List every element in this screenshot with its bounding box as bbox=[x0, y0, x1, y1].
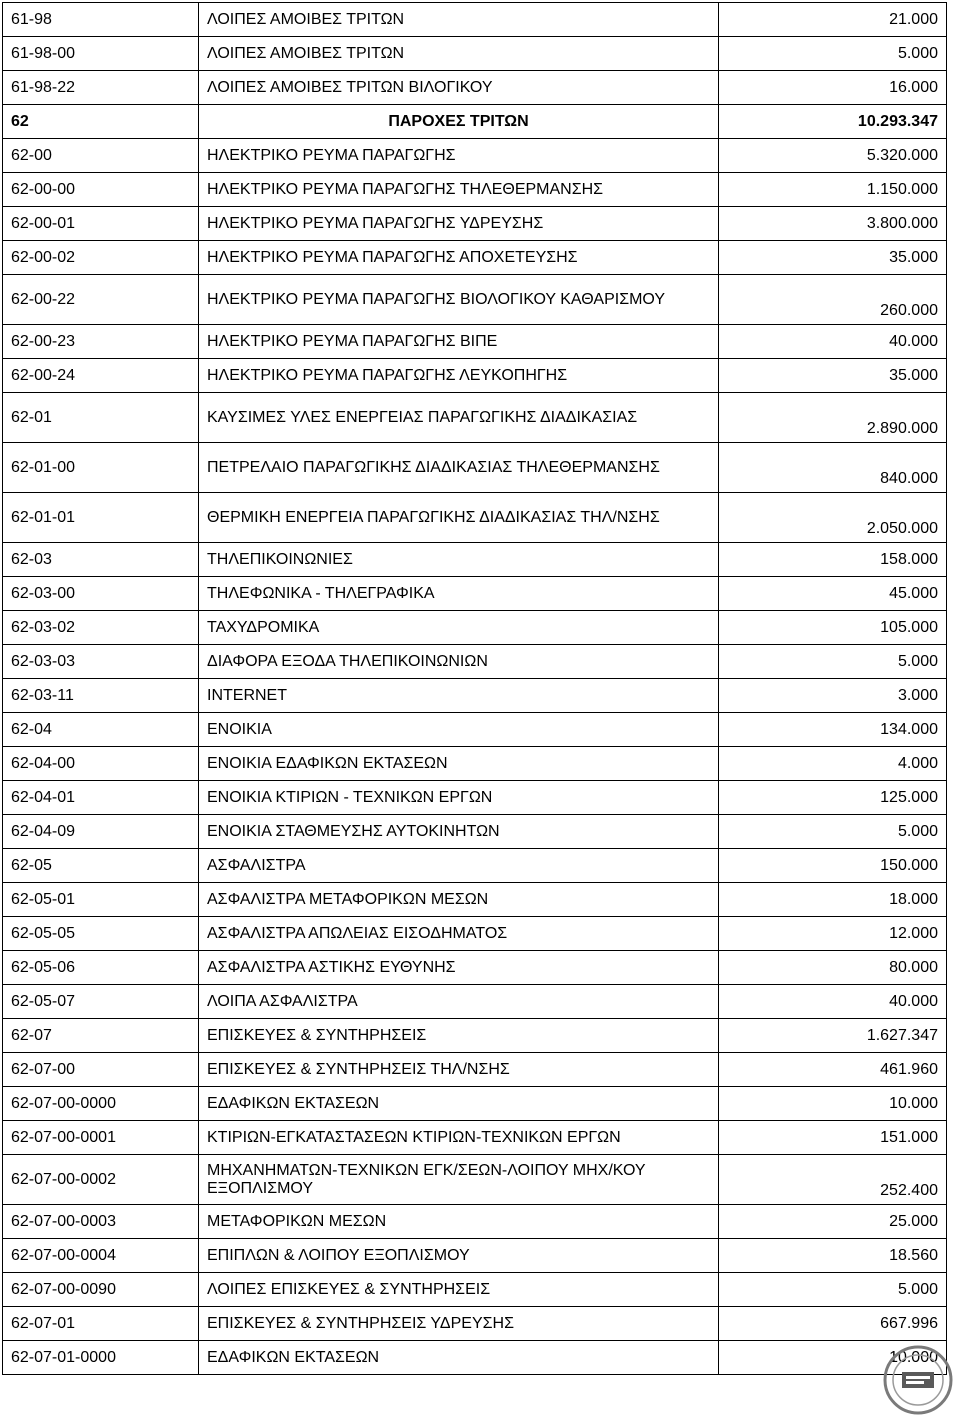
table-row bbox=[3, 883, 947, 917]
account-description: ΗΛΕΚΤΡΙΚΟ ΡΕΥΜΑ ΠΑΡΑΓΩΓΗΣ ΤΗΛΕΘΕΡΜΑΝΣΗΣ bbox=[199, 173, 719, 207]
table-row bbox=[3, 207, 947, 241]
table-row bbox=[3, 275, 947, 325]
account-description: ΠΕΤΡΕΛΑΙΟ ΠΑΡΑΓΩΓΙΚΗΣ ΔΙΑΔΙΚΑΣΙΑΣ ΤΗΛΕΘΕΡΜΑΝΣΗΣ bbox=[199, 443, 719, 493]
account-amount: 18.560 bbox=[719, 1239, 947, 1273]
account-code: 62-03-02 bbox=[3, 611, 199, 645]
account-amount: 12.000 bbox=[719, 917, 947, 951]
table-row bbox=[3, 1307, 947, 1341]
table-row bbox=[3, 173, 947, 207]
account-amount: 1.627.347 bbox=[719, 1019, 947, 1053]
account-amount: 40.000 bbox=[719, 985, 947, 1019]
account-description: ΑΣΦΑΛΙΣΤΡΑ ΑΣΤΙΚΗΣ ΕΥΘΥΝΗΣ bbox=[199, 951, 719, 985]
table-row bbox=[3, 37, 947, 71]
account-description: ΜΕΤΑΦΟΡΙΚΩΝ ΜΕΣΩΝ bbox=[199, 1205, 719, 1239]
account-description: ΤΗΛΕΠΙΚΟΙΝΩΝΙΕΣ bbox=[199, 543, 719, 577]
account-code: 62-07-00 bbox=[3, 1053, 199, 1087]
account-description: ΕΠΙΣΚΕΥΕΣ & ΣΥΝΤΗΡΗΣΕΙΣ ΥΔΡΕΥΣΗΣ bbox=[199, 1307, 719, 1341]
account-description: ΕΝΟΙΚΙΑ ΕΔΑΦΙΚΩΝ ΕΚΤΑΣΕΩΝ bbox=[199, 747, 719, 781]
account-description: ΗΛΕΚΤΡΙΚΟ ΡΕΥΜΑ ΠΑΡΑΓΩΓΗΣ ΑΠΟΧΕΤΕΥΣΗΣ bbox=[199, 241, 719, 275]
account-code: 61-98 bbox=[3, 3, 199, 37]
account-code: 62-00-24 bbox=[3, 359, 199, 393]
table-row bbox=[3, 543, 947, 577]
table-row bbox=[3, 611, 947, 645]
account-code: 62-04 bbox=[3, 713, 199, 747]
account-description: ΛΟΙΠΕΣ ΑΜΟΙΒΕΣ ΤΡΙΤΩΝ bbox=[199, 37, 719, 71]
account-description: ΕΠΙΣΚΕΥΕΣ & ΣΥΝΤΗΡΗΣΕΙΣ bbox=[199, 1019, 719, 1053]
budget-table-body bbox=[3, 3, 947, 1375]
table-row bbox=[3, 325, 947, 359]
account-code: 62-00-01 bbox=[3, 207, 199, 241]
table-row bbox=[3, 679, 947, 713]
account-description: ΑΣΦΑΛΙΣΤΡΑ bbox=[199, 849, 719, 883]
account-code: 62-07-00-0003 bbox=[3, 1205, 199, 1239]
table-row bbox=[3, 359, 947, 393]
watermark-seal-icon bbox=[880, 1342, 956, 1418]
account-description: ΛΟΙΠΕΣ ΕΠΙΣΚΕΥΕΣ & ΣΥΝΤΗΡΗΣΕΙΣ bbox=[199, 1273, 719, 1307]
account-amount: 4.000 bbox=[719, 747, 947, 781]
account-amount: 10.000 bbox=[719, 1341, 947, 1375]
table-row bbox=[3, 393, 947, 443]
table-row bbox=[3, 781, 947, 815]
account-description: ΗΛΕΚΤΡΙΚΟ ΡΕΥΜΑ ΠΑΡΑΓΩΓΗΣ ΛΕΥΚΟΠΗΓΗΣ bbox=[199, 359, 719, 393]
account-code: 62-00-00 bbox=[3, 173, 199, 207]
account-code: 62-04-01 bbox=[3, 781, 199, 815]
account-amount: 2.050.000 bbox=[719, 493, 947, 543]
account-code: 62-01-00 bbox=[3, 443, 199, 493]
table-row bbox=[3, 1155, 947, 1205]
account-code: 62 bbox=[3, 105, 199, 139]
account-description: ΔΙΑΦΟΡΑ ΕΞΟΔΑ ΤΗΛΕΠΙΚΟΙΝΩΝΙΩΝ bbox=[199, 645, 719, 679]
account-description: ΑΣΦΑΛΙΣΤΡΑ ΜΕΤΑΦΟΡΙΚΩΝ ΜΕΣΩΝ bbox=[199, 883, 719, 917]
table-row bbox=[3, 71, 947, 105]
table-row bbox=[3, 443, 947, 493]
account-description: ΕΔΑΦΙΚΩΝ ΕΚΤΑΣΕΩΝ bbox=[199, 1341, 719, 1375]
account-description: ΗΛΕΚΤΡΙΚΟ ΡΕΥΜΑ ΠΑΡΑΓΩΓΗΣ ΥΔΡΕΥΣΗΣ bbox=[199, 207, 719, 241]
account-amount: 5.320.000 bbox=[719, 139, 947, 173]
table-row bbox=[3, 105, 947, 139]
account-amount: 10.000 bbox=[719, 1087, 947, 1121]
account-code: 62-07-01-0000 bbox=[3, 1341, 199, 1375]
table-row bbox=[3, 577, 947, 611]
account-amount: 461.960 bbox=[719, 1053, 947, 1087]
account-amount: 40.000 bbox=[719, 325, 947, 359]
table-row bbox=[3, 1087, 947, 1121]
table-row bbox=[3, 815, 947, 849]
table-row bbox=[3, 951, 947, 985]
account-amount: 21.000 bbox=[719, 3, 947, 37]
account-description: ΑΣΦΑΛΙΣΤΡΑ ΑΠΩΛΕΙΑΣ ΕΙΣΟΔΗΜΑΤΟΣ bbox=[199, 917, 719, 951]
account-amount: 2.890.000 bbox=[719, 393, 947, 443]
account-description: ΚΑΥΣΙΜΕΣ ΥΛΕΣ ΕΝΕΡΓΕΙΑΣ ΠΑΡΑΓΩΓΙΚΗΣ ΔΙΑΔΙΚΑΣΙΑΣ bbox=[199, 393, 719, 443]
account-amount: 105.000 bbox=[719, 611, 947, 645]
account-description: ΗΛΕΚΤΡΙΚΟ ΡΕΥΜΑ ΠΑΡΑΓΩΓΗΣ ΒΙΠΕ bbox=[199, 325, 719, 359]
table-row bbox=[3, 645, 947, 679]
account-code: 62-07-00-0002 bbox=[3, 1155, 199, 1205]
account-code: 62-05-06 bbox=[3, 951, 199, 985]
account-description: ΠΑΡΟΧΕΣ ΤΡΙΤΩΝ bbox=[199, 105, 719, 139]
account-code: 62-03-00 bbox=[3, 577, 199, 611]
account-amount: 3.000 bbox=[719, 679, 947, 713]
account-code: 62-00-23 bbox=[3, 325, 199, 359]
account-description: ΘΕΡΜΙΚΗ ΕΝΕΡΓΕΙΑ ΠΑΡΑΓΩΓΙΚΗΣ ΔΙΑΔΙΚΑΣΙΑΣ ΤΗΛ/ΝΣΗΣ bbox=[199, 493, 719, 543]
table-row bbox=[3, 241, 947, 275]
account-description: ΤΑΧΥΔΡΟΜΙΚΑ bbox=[199, 611, 719, 645]
account-amount: 18.000 bbox=[719, 883, 947, 917]
table-row bbox=[3, 985, 947, 1019]
account-code: 62-05-05 bbox=[3, 917, 199, 951]
account-amount: 3.800.000 bbox=[719, 207, 947, 241]
table-row bbox=[3, 1053, 947, 1087]
account-amount: 10.293.347 bbox=[719, 105, 947, 139]
account-description: ΗΛΕΚΤΡΙΚΟ ΡΕΥΜΑ ΠΑΡΑΓΩΓΗΣ bbox=[199, 139, 719, 173]
account-amount: 151.000 bbox=[719, 1121, 947, 1155]
account-description: ΜΗΧΑΝΗΜΑΤΩΝ-ΤΕΧΝΙΚΩΝ ΕΓΚ/ΣΕΩΝ-ΛΟΙΠΟΥ ΜΗΧ/ΚΟΥ ΕΞΟΠΛΙΣΜΟΥ bbox=[199, 1155, 719, 1205]
account-amount: 260.000 bbox=[719, 275, 947, 325]
table-row bbox=[3, 747, 947, 781]
account-description: ΗΛΕΚΤΡΙΚΟ ΡΕΥΜΑ ΠΑΡΑΓΩΓΗΣ ΒΙΟΛΟΓΙΚΟΥ ΚΑΘΑΡΙΣΜΟΥ bbox=[199, 275, 719, 325]
account-code: 62-00-22 bbox=[3, 275, 199, 325]
account-description: ΤΗΛΕΦΩΝΙΚΑ - ΤΗΛΕΓΡΑΦΙΚΑ bbox=[199, 577, 719, 611]
account-code: 62-07-00-0004 bbox=[3, 1239, 199, 1273]
table-row bbox=[3, 713, 947, 747]
table-row bbox=[3, 917, 947, 951]
account-amount: 5.000 bbox=[719, 645, 947, 679]
account-description: ΕΔΑΦΙΚΩΝ ΕΚΤΑΣΕΩΝ bbox=[199, 1087, 719, 1121]
account-code: 62-04-09 bbox=[3, 815, 199, 849]
account-description: ΕΠΙΠΛΩΝ & ΛΟΙΠΟΥ ΕΞΟΠΛΙΣΜΟΥ bbox=[199, 1239, 719, 1273]
account-amount: 1.150.000 bbox=[719, 173, 947, 207]
account-amount: 35.000 bbox=[719, 359, 947, 393]
table-row bbox=[3, 849, 947, 883]
table-row bbox=[3, 1341, 947, 1375]
account-code: 62-05 bbox=[3, 849, 199, 883]
account-amount: 134.000 bbox=[719, 713, 947, 747]
account-code: 62-03 bbox=[3, 543, 199, 577]
account-amount: 840.000 bbox=[719, 443, 947, 493]
account-code: 62-05-01 bbox=[3, 883, 199, 917]
budget-table bbox=[2, 2, 947, 1375]
account-amount: 35.000 bbox=[719, 241, 947, 275]
account-code: 62-07-01 bbox=[3, 1307, 199, 1341]
table-row bbox=[3, 1273, 947, 1307]
account-code: 62-07-00-0000 bbox=[3, 1087, 199, 1121]
account-description: ΛΟΙΠΑ ΑΣΦΑΛΙΣΤΡΑ bbox=[199, 985, 719, 1019]
account-code: 62-07-00-0001 bbox=[3, 1121, 199, 1155]
account-amount: 667.996 bbox=[719, 1307, 947, 1341]
table-row bbox=[3, 1019, 947, 1053]
account-amount: 5.000 bbox=[719, 1273, 947, 1307]
account-code: 62-07-00-0090 bbox=[3, 1273, 199, 1307]
account-code: 62-00-02 bbox=[3, 241, 199, 275]
account-code: 62-07 bbox=[3, 1019, 199, 1053]
account-description: ΕΝΟΙΚΙΑ ΣΤΑΘΜΕΥΣΗΣ ΑΥΤΟΚΙΝΗΤΩΝ bbox=[199, 815, 719, 849]
account-amount: 25.000 bbox=[719, 1205, 947, 1239]
table-row bbox=[3, 1239, 947, 1273]
account-code: 62-03-03 bbox=[3, 645, 199, 679]
account-amount: 158.000 bbox=[719, 543, 947, 577]
table-row bbox=[3, 1205, 947, 1239]
document-page bbox=[2, 2, 946, 1375]
account-code: 62-04-00 bbox=[3, 747, 199, 781]
account-description: ΚΤΙΡΙΩΝ-ΕΓΚΑΤΑΣΤΑΣΕΩΝ ΚΤΙΡΙΩΝ-ΤΕΧΝΙΚΩΝ ΕΡΓΩΝ bbox=[199, 1121, 719, 1155]
account-description: ΛΟΙΠΕΣ ΑΜΟΙΒΕΣ ΤΡΙΤΩΝ ΒΙΛΟΓΙΚΟΥ bbox=[199, 71, 719, 105]
account-amount: 16.000 bbox=[719, 71, 947, 105]
account-description: ΕΠΙΣΚΕΥΕΣ & ΣΥΝΤΗΡΗΣΕΙΣ ΤΗΛ/ΝΣΗΣ bbox=[199, 1053, 719, 1087]
account-description: ΕΝΟΙΚΙΑ ΚΤΙΡΙΩΝ - ΤΕΧΝΙΚΩΝ ΕΡΓΩΝ bbox=[199, 781, 719, 815]
account-amount: 80.000 bbox=[719, 951, 947, 985]
account-code: 62-00 bbox=[3, 139, 199, 173]
account-code: 62-05-07 bbox=[3, 985, 199, 1019]
account-amount: 5.000 bbox=[719, 37, 947, 71]
account-description: INTERNET bbox=[199, 679, 719, 713]
account-amount: 45.000 bbox=[719, 577, 947, 611]
table-row bbox=[3, 139, 947, 173]
account-code: 61-98-00 bbox=[3, 37, 199, 71]
account-code: 62-01-01 bbox=[3, 493, 199, 543]
table-row bbox=[3, 1121, 947, 1155]
account-description: ΕΝΟΙΚΙΑ bbox=[199, 713, 719, 747]
account-amount: 125.000 bbox=[719, 781, 947, 815]
account-amount: 150.000 bbox=[719, 849, 947, 883]
account-code: 61-98-22 bbox=[3, 71, 199, 105]
account-amount: 5.000 bbox=[719, 815, 947, 849]
account-code: 62-03-11 bbox=[3, 679, 199, 713]
table-row bbox=[3, 3, 947, 37]
table-row bbox=[3, 493, 947, 543]
account-amount: 252.400 bbox=[719, 1155, 947, 1205]
account-description: ΛΟΙΠΕΣ ΑΜΟΙΒΕΣ ΤΡΙΤΩΝ bbox=[199, 3, 719, 37]
account-code: 62-01 bbox=[3, 393, 199, 443]
